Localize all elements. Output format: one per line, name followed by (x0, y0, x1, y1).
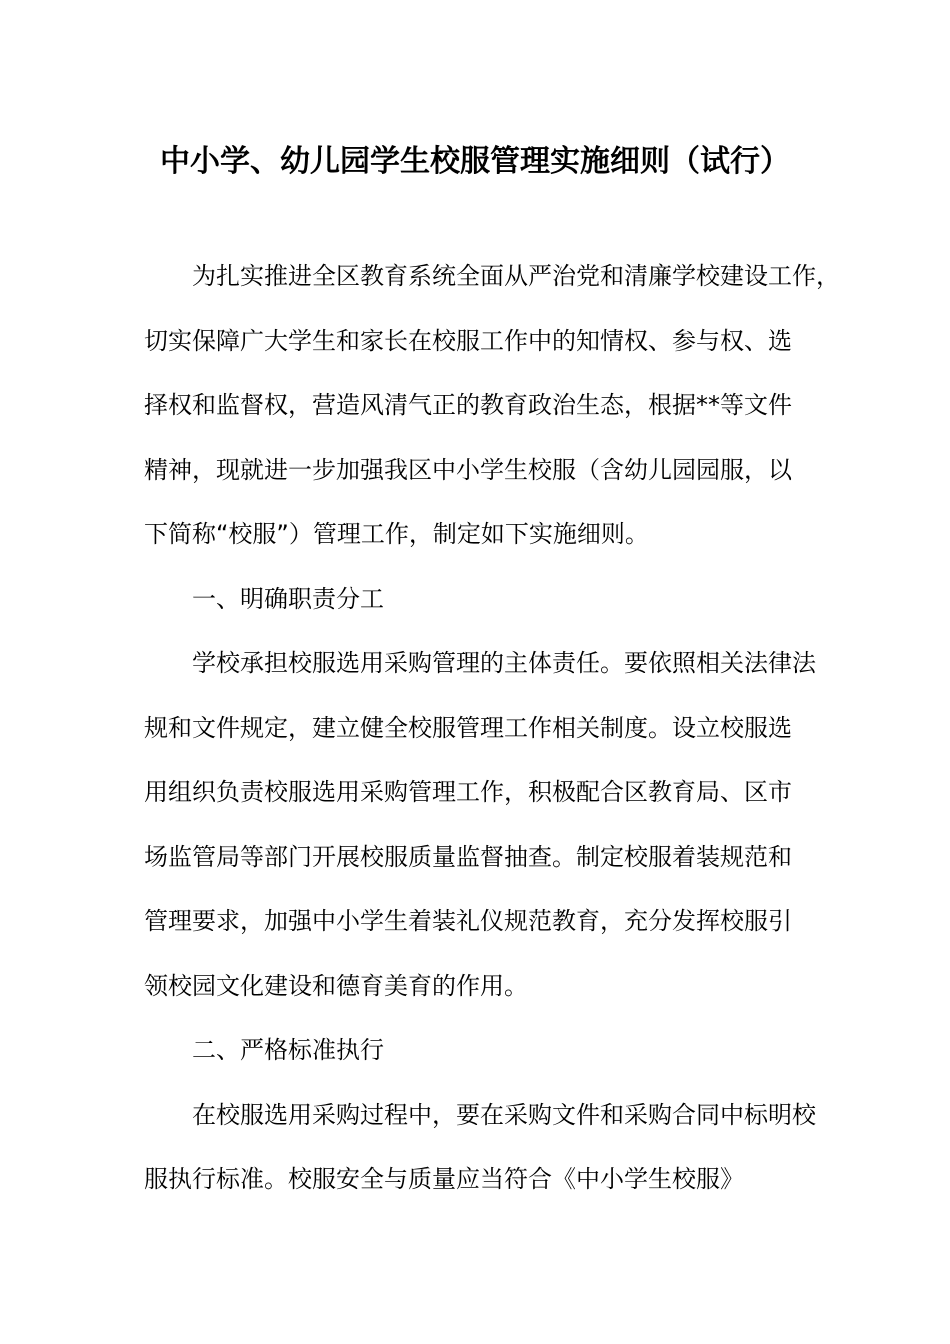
intro-paragraph (144, 244, 840, 567)
section-1-paragraph (144, 631, 814, 1018)
section-heading-2: 二、严格标准执行 (192, 1036, 384, 1064)
intro-line: 切实保障广大学生和家长在校服工作中的知情权、参与权、选 (144, 326, 792, 355)
section-1-line: 管理要求，加强中小学生着装礼仪规范教育，充分发挥校服引 (144, 907, 792, 935)
section-1-line: 学校承担校服选用采购管理的主体责任。要依照相关法律法 (192, 649, 816, 677)
document-body (144, 244, 840, 1212)
document-title: 中小学、幼儿园学生校服管理实施细则（试行） (160, 144, 790, 179)
intro-line: 精神，现就进一步加强我区中小学生校服（含幼儿园园服，以 (144, 455, 792, 484)
section-1-line: 场监管局等部门开展校服质量监督抽查。制定校服着装规范和 (144, 842, 792, 871)
intro-line: 为扎实推进全区教育系统全面从严治党和清廉学校建设工作， (192, 262, 840, 290)
section-2-line: 在校服选用采购过程中，要在采购文件和采购合同中标明校 (192, 1100, 816, 1129)
section-1-line: 领校园文化建设和德育美育的作用。 (144, 971, 528, 1000)
section-1-line: 用组织负责校服选用采购管理工作，积极配合区教育局、区市 (144, 778, 792, 806)
section-1-line: 规和文件规定，建立健全校服管理工作相关制度。设立校服选 (144, 713, 792, 742)
intro-line: 择权和监督权，营造风清气正的教育政治生态，根据**等文件 (144, 391, 792, 419)
intro-line: 下简称“校服”）管理工作，制定如下实施细则。 (144, 520, 649, 548)
section-heading-1: 一、明确职责分工 (192, 584, 384, 613)
section-2-paragraph (144, 1083, 814, 1212)
section-2-line: 服执行标准。校服安全与质量应当符合《中小学生校服》 (144, 1165, 744, 1193)
